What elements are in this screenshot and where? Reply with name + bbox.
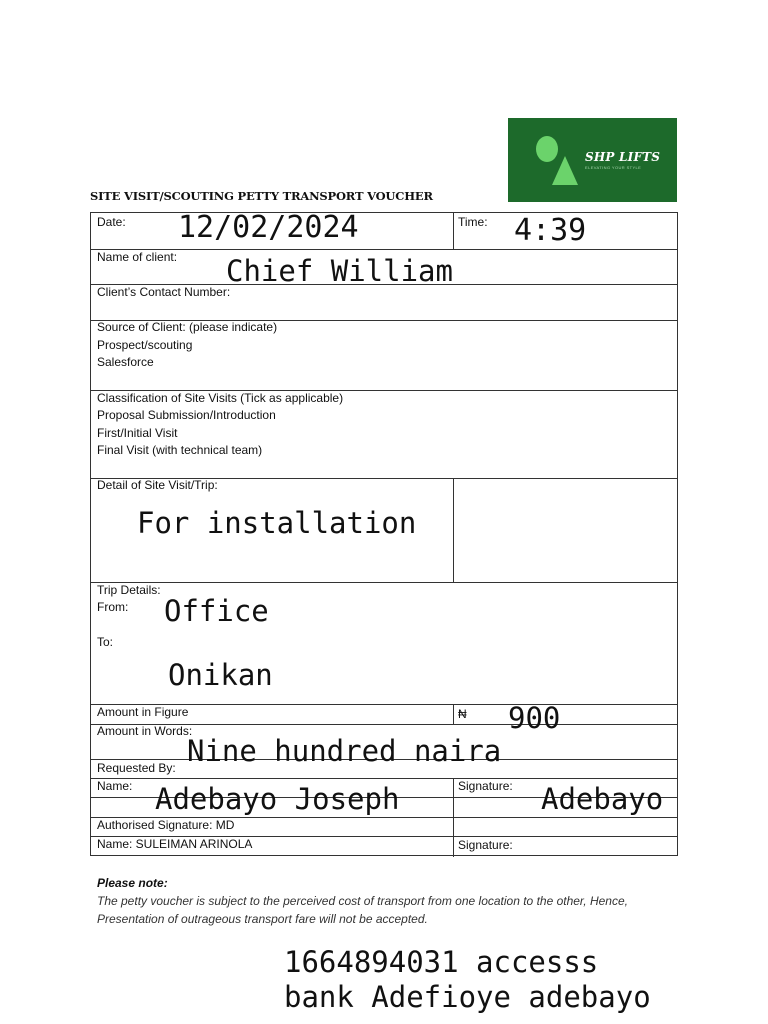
amount-words-value[interactable]: Nine hundred naira bbox=[187, 734, 502, 768]
authorised-signature-label: Authorised Signature: MD bbox=[97, 818, 235, 832]
naira-sign: ₦ bbox=[458, 707, 467, 721]
column-divider bbox=[453, 213, 454, 249]
client-name-value[interactable]: Chief William bbox=[226, 254, 453, 288]
row-divider bbox=[91, 582, 677, 583]
note-title: Please note: bbox=[97, 876, 168, 890]
voucher-title: SITE VISIT/SCOUTING PETTY TRANSPORT VOUCHER bbox=[90, 189, 433, 203]
logo-brand: SHP LIFTS bbox=[585, 150, 661, 164]
amount-figure-value[interactable]: 900 bbox=[508, 701, 561, 735]
md-signature-label: Signature: bbox=[458, 838, 513, 852]
bank-details-line: 1664894031 accesss bbox=[284, 945, 599, 979]
source-option-salesforce: Salesforce bbox=[97, 355, 154, 369]
classification-option-first-visit: First/Initial Visit bbox=[97, 426, 178, 440]
row-divider bbox=[91, 249, 677, 250]
contact-number-label: Client’s Contact Number: bbox=[97, 285, 231, 299]
column-divider bbox=[453, 478, 454, 582]
amount-words-label: Amount in Words: bbox=[97, 724, 193, 738]
classification-label: Classification of Site Visits (Tick as applicable) bbox=[97, 391, 344, 405]
requester-signature-label: Signature: bbox=[458, 779, 513, 793]
to-label: To: bbox=[97, 635, 114, 649]
logo-tagline: ELEVATING YOUR STYLE bbox=[585, 165, 642, 170]
date-label: Date: bbox=[97, 215, 126, 229]
trip-detail-label: Detail of Site Visit/Trip: bbox=[97, 478, 218, 492]
requester-name-label: Name: bbox=[97, 779, 133, 793]
classification-option-final-visit: Final Visit (with technical team) bbox=[97, 443, 263, 457]
requested-by-label: Requested By: bbox=[97, 761, 176, 775]
company-logo bbox=[508, 118, 677, 202]
column-divider bbox=[453, 704, 454, 724]
from-label: From: bbox=[97, 600, 129, 614]
note-line: Presentation of outrageous transport fare will not be accepted. bbox=[97, 912, 428, 926]
requester-name-value[interactable]: Adebayo Joseph bbox=[155, 782, 400, 816]
note-block bbox=[97, 874, 697, 928]
bank-details bbox=[284, 945, 651, 1015]
bank-details-line: bank Adefioye adebayo bbox=[284, 980, 651, 1014]
classification-option-proposal: Proposal Submission/Introduction bbox=[97, 408, 276, 422]
source-option-prospect: Prospect/scouting bbox=[97, 338, 193, 352]
source-label: Source of Client: (please indicate) bbox=[97, 320, 278, 334]
note-line: The petty voucher is subject to the perceived cost of transport from one location to the other, Hence, bbox=[97, 894, 628, 908]
client-name-label: Name of client: bbox=[97, 250, 178, 264]
requester-signature-value[interactable]: Adebayo bbox=[541, 782, 664, 816]
trip-details-label: Trip Details: bbox=[97, 583, 161, 597]
to-value[interactable]: Onikan bbox=[168, 658, 273, 692]
time-label: Time: bbox=[458, 215, 488, 229]
date-value[interactable]: 12/02/2024 bbox=[178, 210, 359, 245]
time-value[interactable]: 4:39 bbox=[514, 213, 587, 248]
row-divider bbox=[91, 778, 677, 779]
column-divider bbox=[453, 778, 454, 857]
from-value[interactable]: Office bbox=[164, 594, 269, 628]
md-name-label: Name: SULEIMAN ARINOLA bbox=[97, 837, 253, 851]
trip-detail-value[interactable]: For installation bbox=[137, 506, 417, 540]
voucher-form bbox=[90, 212, 678, 856]
amount-figure-label: Amount in Figure bbox=[97, 705, 189, 719]
